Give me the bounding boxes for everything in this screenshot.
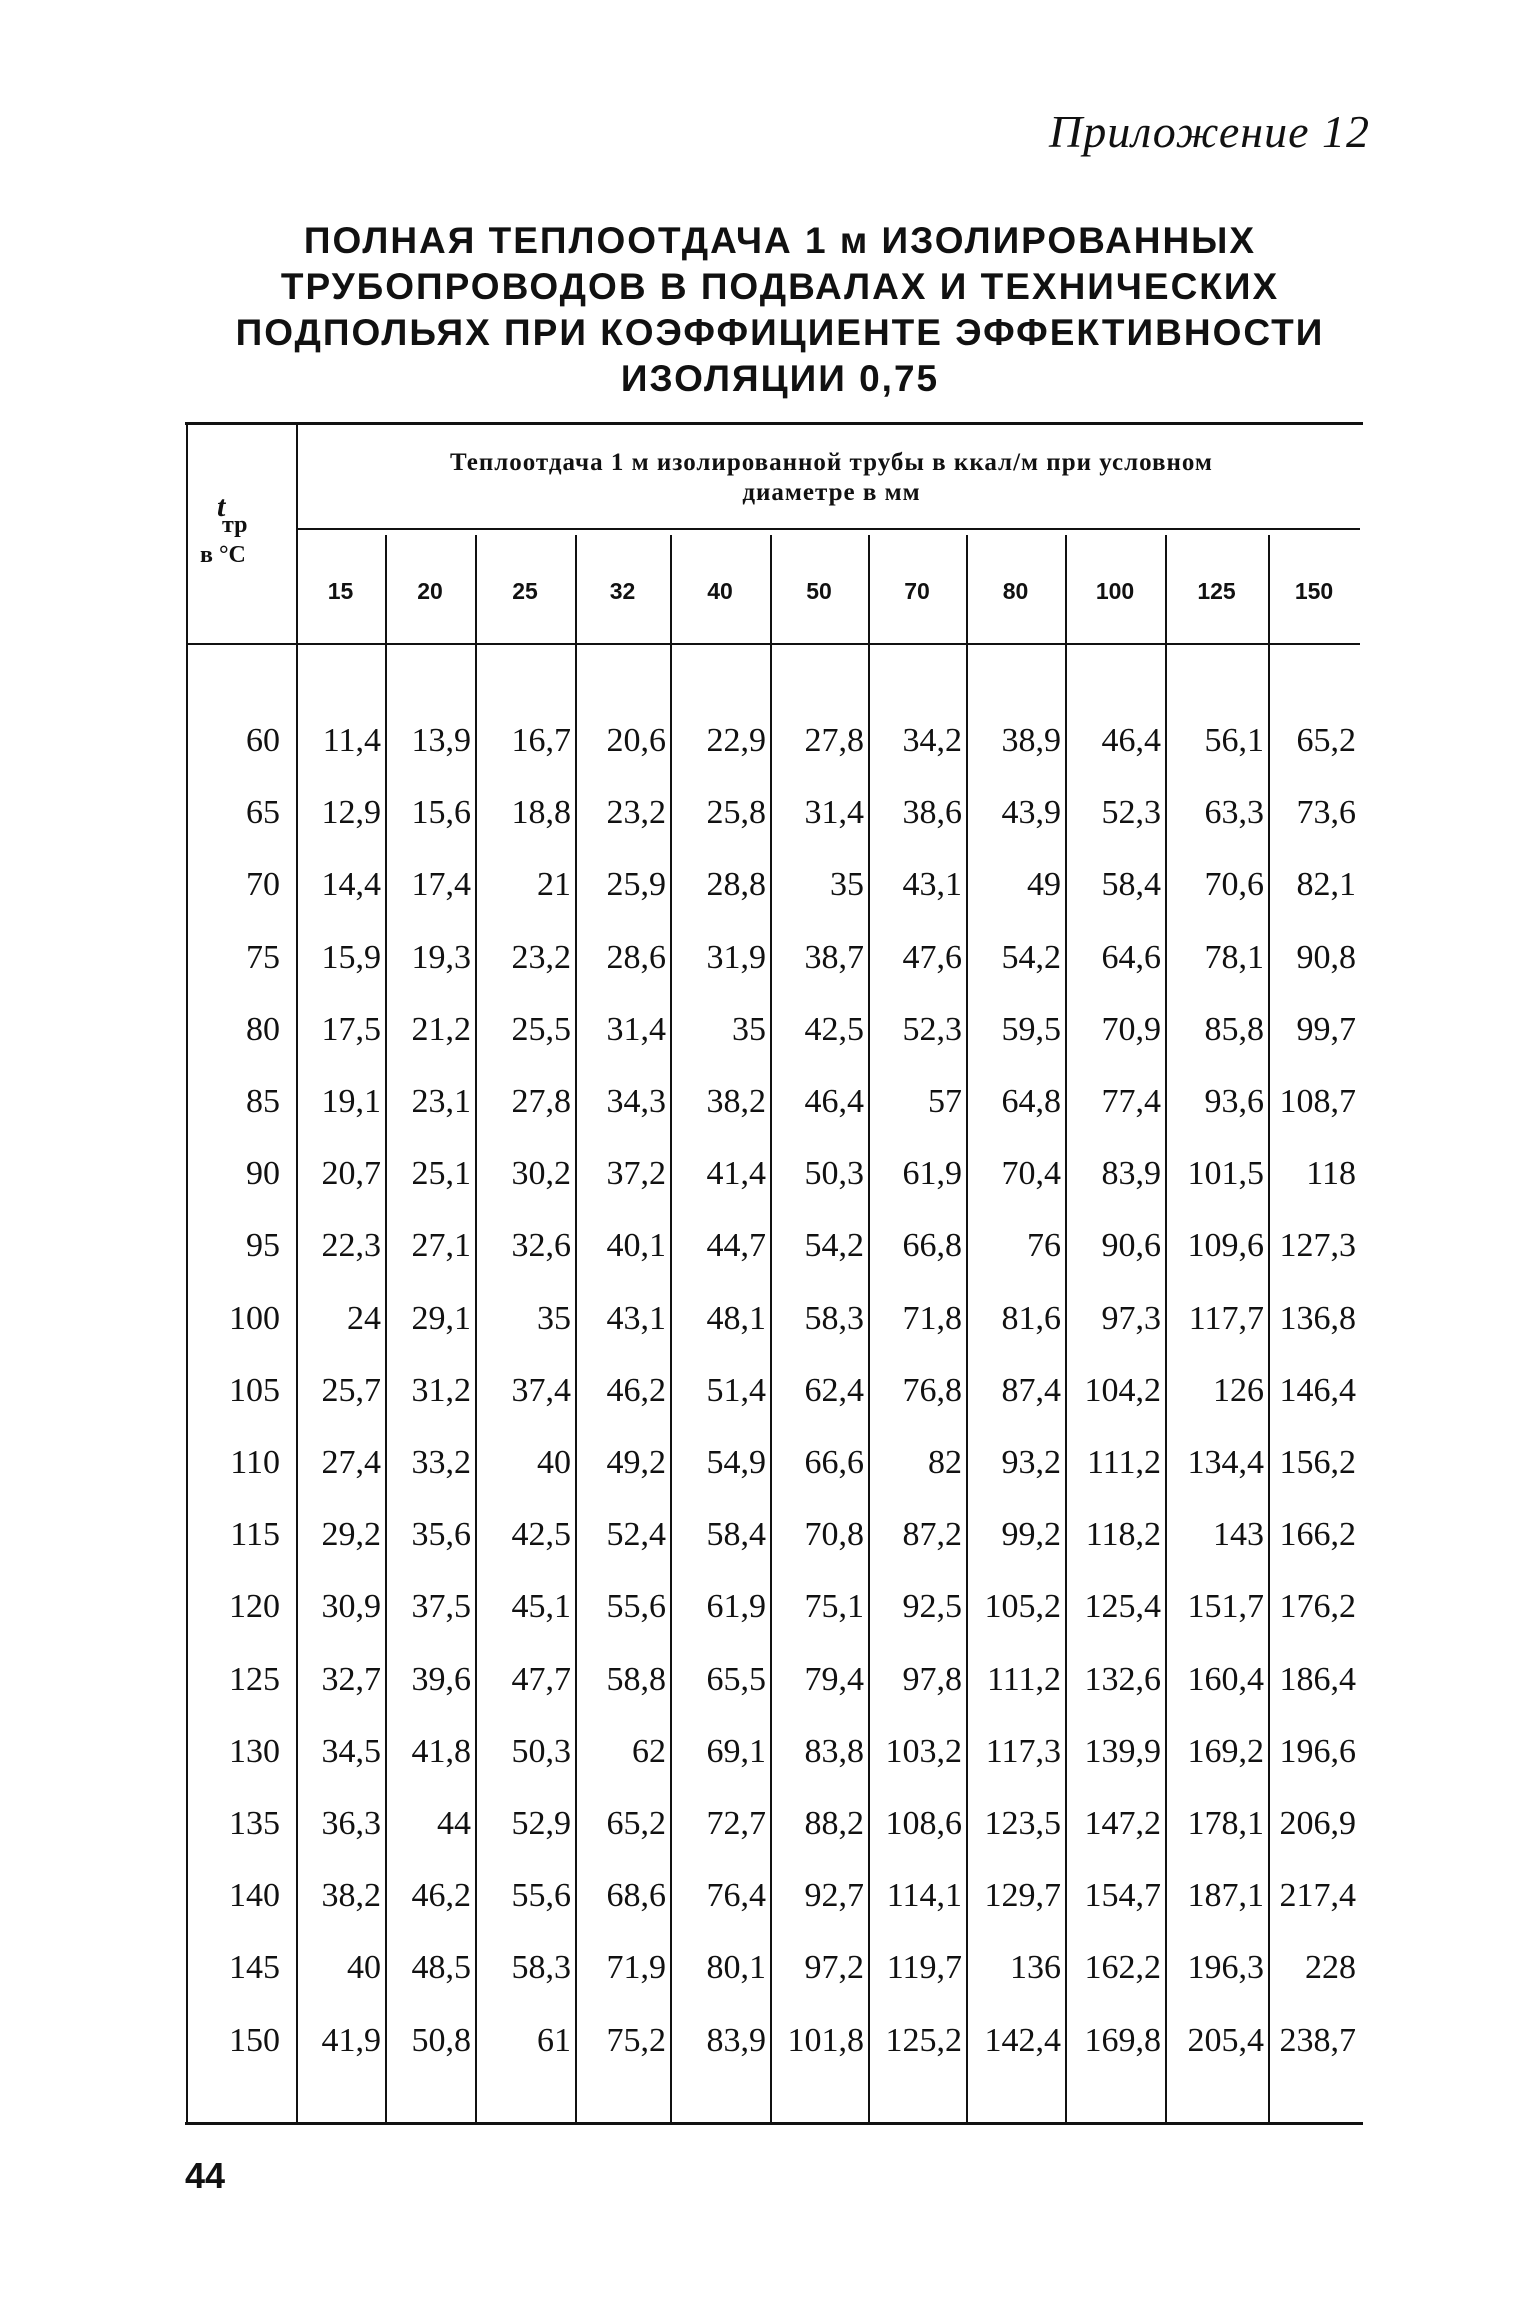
table-cell: 39,6 <box>411 1660 471 1698</box>
t-value: 105 <box>229 1371 280 1409</box>
table-cell: 62,4 <box>804 1371 864 1409</box>
column-divider <box>770 535 772 2122</box>
table-cell: 65,5 <box>706 1660 766 1698</box>
table-cell: 83,9 <box>706 2021 766 2059</box>
table-cell: 178,1 <box>1187 1805 1264 1842</box>
table-cell: 21,2 <box>411 1010 471 1048</box>
t-value: 75 <box>246 938 280 976</box>
table-cell: 136 <box>1010 1949 1061 1987</box>
title-line: ТРУБОПРОВОДОВ В ПОДВАЛАХ И ТЕХНИЧЕСКИХ <box>280 266 1280 307</box>
table-cell: 20,6 <box>606 722 666 759</box>
table-cell: 31,2 <box>411 1371 471 1409</box>
table-cell: 83,9 <box>1101 1155 1161 1193</box>
table-cell: 41,8 <box>411 1732 471 1770</box>
table-cell: 37,4 <box>511 1371 571 1409</box>
table-cell: 46,4 <box>1101 722 1161 759</box>
table-cell: 40 <box>537 1444 571 1481</box>
t-value: 95 <box>246 1227 280 1265</box>
table-cell: 58,4 <box>706 1516 766 1554</box>
table-cell: 37,5 <box>411 1588 471 1626</box>
table-cell: 44 <box>437 1805 471 1842</box>
header-bottom-rule <box>186 643 1360 645</box>
table-cell: 97,2 <box>804 1949 864 1987</box>
column-divider <box>868 535 870 2122</box>
table-bottom-rule <box>185 2122 1363 2125</box>
table-cell: 38,7 <box>804 938 864 976</box>
table-cell: 44,7 <box>706 1227 766 1265</box>
table-cell: 154,7 <box>1084 1877 1161 1915</box>
table-cell: 33,2 <box>411 1444 471 1481</box>
table-cell: 119,7 <box>886 1949 962 1987</box>
table-cell: 54,9 <box>706 1444 766 1481</box>
diameter-header: 70 <box>904 578 930 604</box>
diameter-header: 15 <box>327 578 354 604</box>
table-cell: 156,2 <box>1279 1444 1356 1481</box>
t-subscript: тр <box>222 512 248 538</box>
table-cell: 52,9 <box>511 1805 571 1842</box>
table-cell: 30,9 <box>321 1588 381 1626</box>
table-cell: 127,3 <box>1279 1227 1356 1265</box>
table-cell: 125,2 <box>885 2021 962 2059</box>
table-cell: 111,2 <box>1087 1444 1161 1481</box>
header-sub-rule <box>296 528 1360 530</box>
table-cell: 142,4 <box>984 2021 1061 2059</box>
table-cell: 63,3 <box>1204 794 1264 832</box>
t-value: 120 <box>229 1588 280 1626</box>
diameter-header: 32 <box>609 578 636 604</box>
table-cell: 46,4 <box>804 1083 864 1120</box>
table-cell: 104,2 <box>1084 1371 1161 1409</box>
table-cell: 66,8 <box>902 1227 962 1265</box>
table-cell: 14,4 <box>321 866 381 904</box>
table-cell: 43,1 <box>902 866 962 904</box>
table-cell: 19,1 <box>321 1083 381 1120</box>
column-divider <box>1065 535 1067 2122</box>
table-cell: 37,2 <box>606 1155 666 1193</box>
table-cell: 72,7 <box>706 1805 766 1842</box>
table-cell: 17,5 <box>321 1010 381 1048</box>
diameter-header: 40 <box>707 578 733 604</box>
table-cell: 92,7 <box>804 1877 864 1915</box>
table-cell: 24 <box>347 1299 381 1337</box>
table-cell: 31,4 <box>606 1010 666 1048</box>
table-cell: 92,5 <box>902 1588 962 1626</box>
table-cell: 12,9 <box>321 794 381 832</box>
t-value: 60 <box>246 722 280 759</box>
table-cell: 90,6 <box>1101 1227 1161 1265</box>
table-cell: 22,3 <box>321 1227 381 1265</box>
table-cell: 196,6 <box>1279 1732 1356 1770</box>
table-cell: 118,2 <box>1085 1516 1161 1554</box>
table-cell: 27,8 <box>804 722 864 759</box>
table-cell: 111,2 <box>987 1660 1061 1698</box>
table-cell: 31,9 <box>706 938 766 976</box>
table-cell: 58,4 <box>1101 866 1161 904</box>
title-line: ИЗОЛЯЦИИ 0,75 <box>620 358 940 399</box>
table-cell: 38,9 <box>1001 722 1061 759</box>
diameter-header: 80 <box>1002 578 1029 604</box>
t-value: 80 <box>246 1010 280 1048</box>
t-value: 85 <box>246 1083 280 1120</box>
table-cell: 13,9 <box>411 722 471 759</box>
table-cell: 25,7 <box>321 1371 381 1409</box>
table-cell: 169,2 <box>1187 1732 1264 1770</box>
table-cell: 82 <box>928 1444 962 1481</box>
table-cell: 61,9 <box>706 1588 766 1626</box>
t-value: 135 <box>229 1805 280 1842</box>
table-cell: 27,4 <box>321 1444 381 1481</box>
table-cell: 56,1 <box>1204 722 1264 759</box>
table-cell: 11,4 <box>322 722 381 759</box>
table-cell: 88,2 <box>804 1805 864 1842</box>
table-cell: 73,6 <box>1296 794 1356 832</box>
table-cell: 43,1 <box>606 1299 666 1337</box>
table-cell: 85,8 <box>1204 1010 1264 1048</box>
t-value: 70 <box>246 866 280 904</box>
table-cell: 51,4 <box>706 1371 766 1409</box>
table-cell: 43,9 <box>1001 794 1061 832</box>
title-line: ПОДПОЛЬЯХ ПРИ КОЭФФИЦИЕНТЕ ЭФФЕКТИВНОСТИ <box>235 312 1325 353</box>
table-cell: 27,1 <box>411 1227 471 1265</box>
table-cell: 117,7 <box>1188 1299 1264 1337</box>
table-cell: 59,5 <box>1001 1010 1061 1048</box>
table-cell: 21 <box>537 866 571 904</box>
diameter-header: 20 <box>417 578 443 604</box>
table-cell: 76,4 <box>706 1877 766 1915</box>
table-cell: 55,6 <box>606 1588 666 1626</box>
column-divider <box>966 535 968 2122</box>
table-cell: 23,1 <box>411 1083 471 1120</box>
t-value: 90 <box>246 1155 280 1193</box>
t-value: 150 <box>229 2021 280 2059</box>
table-cell: 126 <box>1213 1371 1264 1409</box>
table-cell: 217,4 <box>1279 1877 1356 1915</box>
diameter-header: 150 <box>1294 578 1334 604</box>
table-cell: 52,3 <box>1101 794 1161 832</box>
table-cell: 34,5 <box>321 1732 381 1770</box>
table-cell: 52,3 <box>902 1010 962 1048</box>
table-cell: 129,7 <box>984 1877 1061 1915</box>
table-cell: 160,4 <box>1187 1660 1264 1698</box>
table-cell: 136,8 <box>1279 1299 1356 1337</box>
table-cell: 54,2 <box>804 1227 864 1265</box>
table-cell: 70,9 <box>1101 1010 1161 1048</box>
table-cell: 143 <box>1213 1516 1264 1554</box>
diameter-header: 100 <box>1095 578 1135 604</box>
table-cell: 48,1 <box>706 1299 766 1337</box>
table-cell: 28,6 <box>606 938 666 976</box>
table-cell: 62 <box>632 1732 666 1770</box>
table-cell: 35 <box>830 866 864 904</box>
table-cell: 93,6 <box>1204 1083 1264 1120</box>
t-value: 65 <box>246 794 280 832</box>
table-cell: 114,1 <box>886 1877 962 1915</box>
table-cell: 18,8 <box>511 794 571 832</box>
table-cell: 76 <box>1027 1227 1061 1265</box>
table-title <box>230 218 1330 402</box>
table-cell: 109,6 <box>1187 1227 1264 1265</box>
appendix-label: Приложение 12 <box>1048 106 1370 157</box>
table-cell: 125,4 <box>1084 1588 1161 1626</box>
table-cell: 87,4 <box>1001 1371 1061 1409</box>
table-cell: 61 <box>537 2021 571 2059</box>
table-cell: 66,6 <box>804 1444 864 1481</box>
table-cell: 68,6 <box>606 1877 666 1915</box>
table-cell: 162,2 <box>1084 1949 1161 1987</box>
header-caption-line: Теплоотдача 1 м изолированной трубы в ккал/м при условном <box>450 449 1213 476</box>
table-cell: 69,1 <box>706 1732 766 1770</box>
table-cell: 41,9 <box>321 2021 381 2059</box>
table-cell: 58,3 <box>511 1949 571 1987</box>
table-cell: 31,4 <box>804 794 864 832</box>
table-cell: 25,1 <box>411 1155 471 1193</box>
table-cell: 108,7 <box>1279 1083 1356 1120</box>
table-cell: 32,6 <box>511 1227 571 1265</box>
table-cell: 101,8 <box>787 2021 864 2059</box>
header-caption <box>300 448 1363 508</box>
table-cell: 47,7 <box>511 1660 571 1698</box>
page-number: 44 <box>185 2155 226 2196</box>
table-cell: 147,2 <box>1084 1805 1161 1842</box>
table-cell: 25,9 <box>606 866 666 904</box>
table-cell: 134,4 <box>1187 1444 1264 1481</box>
table-cell: 99,7 <box>1296 1010 1356 1048</box>
table-cell: 64,8 <box>1001 1083 1061 1120</box>
table-cell: 78,1 <box>1204 938 1264 976</box>
t-value: 145 <box>229 1949 280 1987</box>
t-unit: в °С <box>200 542 246 568</box>
table-cell: 50,3 <box>511 1732 571 1770</box>
table-cell: 38,6 <box>902 794 962 832</box>
column-divider <box>670 535 672 2122</box>
table-cell: 19,3 <box>411 938 471 976</box>
table-cell: 65,2 <box>606 1805 666 1842</box>
t-value: 115 <box>230 1516 280 1554</box>
table-cell: 35 <box>732 1010 766 1048</box>
table-cell: 54,2 <box>1001 938 1061 976</box>
table-cell: 30,2 <box>511 1155 571 1193</box>
column-divider <box>475 535 477 2122</box>
table-cell: 118 <box>1306 1155 1356 1193</box>
table-cell: 238,7 <box>1279 2021 1356 2059</box>
table-cell: 32,7 <box>321 1660 381 1698</box>
table-cell: 151,7 <box>1187 1588 1264 1626</box>
table-cell: 15,6 <box>411 794 471 832</box>
table-cell: 132,6 <box>1084 1660 1161 1698</box>
table-cell: 206,9 <box>1279 1805 1356 1842</box>
table-cell: 101,5 <box>1187 1155 1264 1193</box>
table-cell: 90,8 <box>1296 938 1356 976</box>
table-cell: 169,8 <box>1084 2021 1161 2059</box>
table-cell: 58,3 <box>804 1299 864 1337</box>
table-cell: 71,9 <box>606 1949 666 1987</box>
table-cell: 186,4 <box>1279 1660 1356 1698</box>
table-cell: 61,9 <box>902 1155 962 1193</box>
diameter-header: 50 <box>806 578 832 604</box>
table-left-border <box>186 425 188 2122</box>
table-cell: 80,1 <box>706 1949 766 1987</box>
table-cell: 34,3 <box>606 1083 666 1120</box>
column-divider <box>575 535 577 2122</box>
table-cell: 70,4 <box>1001 1155 1061 1193</box>
t-value: 110 <box>230 1444 280 1481</box>
table-cell: 22,9 <box>706 722 766 759</box>
table-cell: 70,6 <box>1204 866 1264 904</box>
table-cell: 139,9 <box>1084 1732 1161 1770</box>
table-cell: 35,6 <box>411 1516 471 1554</box>
table-cell: 79,4 <box>804 1660 864 1698</box>
table-cell: 108,6 <box>885 1805 962 1842</box>
table-cell: 25,8 <box>706 794 766 832</box>
table-cell: 55,6 <box>511 1877 571 1915</box>
table-cell: 205,4 <box>1187 2021 1264 2059</box>
column-divider <box>385 535 387 2122</box>
table-cell: 117,3 <box>985 1732 1061 1770</box>
table-cell: 25,5 <box>511 1010 571 1048</box>
table-cell: 87,2 <box>902 1516 962 1554</box>
table-cell: 99,2 <box>1001 1516 1061 1554</box>
table-cell: 46,2 <box>606 1371 666 1409</box>
table-cell: 58,8 <box>606 1660 666 1698</box>
table-cell: 196,3 <box>1187 1949 1264 1987</box>
table-cell: 146,4 <box>1279 1371 1356 1409</box>
table-cell: 29,2 <box>321 1516 381 1554</box>
table-cell: 57 <box>928 1083 962 1120</box>
table-cell: 75,1 <box>804 1588 864 1626</box>
table-cell: 75,2 <box>606 2021 666 2059</box>
table-cell: 97,8 <box>902 1660 962 1698</box>
table-cell: 103,2 <box>885 1732 962 1770</box>
table-cell: 52,4 <box>606 1516 666 1554</box>
table-cell: 34,2 <box>902 722 962 759</box>
table-cell: 49,2 <box>606 1444 666 1481</box>
table-cell: 38,2 <box>321 1877 381 1915</box>
t-value: 130 <box>229 1732 280 1770</box>
table-cell: 28,8 <box>706 866 766 904</box>
table-cell: 187,1 <box>1187 1877 1264 1915</box>
table-cell: 16,7 <box>511 722 571 759</box>
table-cell: 48,5 <box>411 1949 471 1987</box>
table-cell: 50,3 <box>804 1155 864 1193</box>
table-cell: 15,9 <box>321 938 381 976</box>
table-cell: 64,6 <box>1101 938 1161 976</box>
table-cell: 50,8 <box>411 2021 471 2059</box>
table-cell: 40 <box>347 1949 381 1987</box>
table-cell: 77,4 <box>1101 1083 1161 1120</box>
table-cell: 65,2 <box>1296 722 1356 759</box>
table-cell: 47,6 <box>902 938 962 976</box>
table-cell: 35 <box>537 1299 571 1337</box>
diameter-header: 25 <box>512 578 538 604</box>
t-value: 125 <box>229 1660 280 1698</box>
header-caption-line: диаметре в мм <box>742 479 921 506</box>
table-cell: 176,2 <box>1279 1588 1356 1626</box>
table-cell: 83,8 <box>804 1732 864 1770</box>
column-divider <box>1268 535 1270 2122</box>
table-cell: 123,5 <box>984 1805 1061 1842</box>
table-cell: 42,5 <box>804 1010 864 1048</box>
table-cell: 82,1 <box>1296 866 1356 904</box>
t-value: 100 <box>229 1299 280 1337</box>
t-value: 140 <box>229 1877 280 1915</box>
table-cell: 38,2 <box>706 1083 766 1120</box>
table-cell: 41,4 <box>706 1155 766 1193</box>
t-column-divider <box>296 425 298 2122</box>
diameter-header: 125 <box>1197 578 1236 604</box>
table-cell: 27,8 <box>511 1083 571 1120</box>
table-cell: 23,2 <box>511 938 571 976</box>
table-cell: 42,5 <box>511 1516 571 1554</box>
table-cell: 71,8 <box>902 1299 962 1337</box>
table-cell: 70,8 <box>804 1516 864 1554</box>
table-cell: 166,2 <box>1279 1516 1356 1554</box>
table-cell: 228 <box>1305 1949 1356 1987</box>
table-cell: 46,2 <box>411 1877 471 1915</box>
table-cell: 36,3 <box>321 1805 381 1842</box>
table-cell: 29,1 <box>411 1299 471 1337</box>
t-symbol: t <box>217 490 226 523</box>
table-cell: 17,4 <box>411 866 471 904</box>
table-cell: 76,8 <box>902 1371 962 1409</box>
table-cell: 45,1 <box>511 1588 571 1626</box>
table-cell: 23,2 <box>606 794 666 832</box>
table-cell: 93,2 <box>1001 1444 1061 1481</box>
table-cell: 105,2 <box>984 1588 1061 1626</box>
column-divider <box>1165 535 1167 2122</box>
table-cell: 81,6 <box>1001 1299 1061 1337</box>
table-cell: 20,7 <box>321 1155 381 1193</box>
table-cell: 97,3 <box>1101 1299 1161 1337</box>
table-top-rule <box>185 422 1363 425</box>
title-line: ПОЛНАЯ ТЕПЛООТДАЧА 1 м ИЗОЛИРОВАННЫХ <box>303 220 1257 261</box>
table-cell: 49 <box>1027 866 1061 904</box>
table-cell: 40,1 <box>606 1227 666 1265</box>
